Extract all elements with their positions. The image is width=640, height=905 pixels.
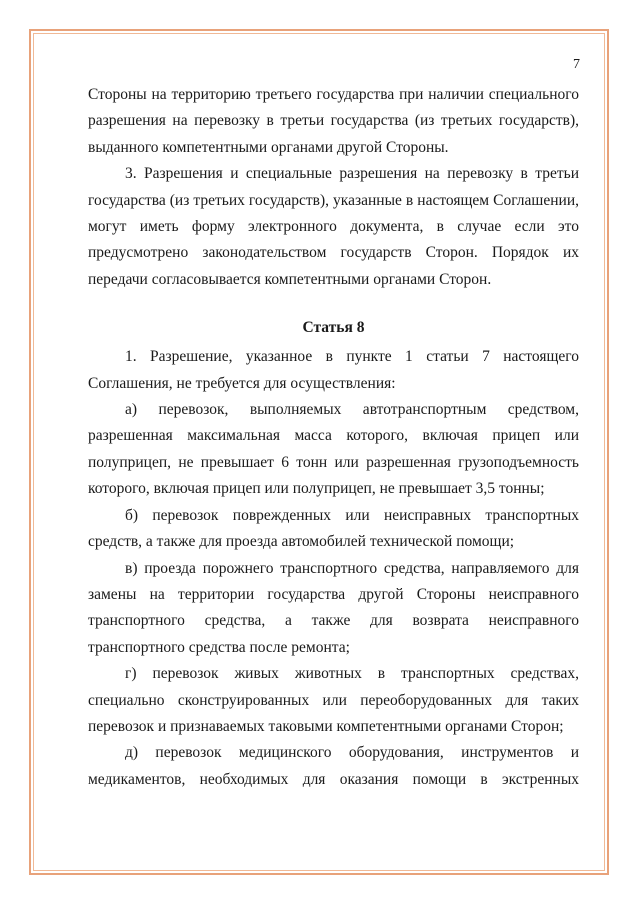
document-body: [88, 82, 579, 793]
paragraph: 3. Разрешения и специальные разрешения на перевозку в третьи государства (из третьих государств), указанные в настоящем Соглашении, могут иметь форму электронного документа, в случае если это предусмотрено законодательством государств Сторон. Порядок их передачи согласовывается компетентными органами Сторон.: [88, 165, 579, 288]
page-number: 7: [573, 57, 580, 72]
article-heading: Статья 8: [302, 319, 365, 337]
paragraph: г) перевозок живых животных в транспортных средствах, специально сконструированных или переоборудованных для таких перевозок и признаваемых таковыми компетентными органами Сторон;: [88, 665, 579, 735]
paragraph: а) перевозок, выполняемых автотранспортным средством, разрешенная максимальная масса которого, включая прицеп или полуприцеп, не превышает 6 тонн или разрешенная грузоподъемность которого, включая прицеп или полуприцеп, не превышает 3,5 тонны;: [88, 401, 579, 498]
paragraph: в) проезда порожнего транспортного средства, направляемого для замены на территории государства другой Стороны неисправного транспортного средства, а также для возврата неисправного транспортного средства после ремонта;: [88, 559, 579, 656]
paragraphs-after-heading: [88, 344, 579, 793]
paragraph: 1. Разрешение, указанное в пункте 1 статьи 7 настоящего Соглашения, не требуется для осуществления:: [88, 348, 579, 392]
paragraphs-before-heading: [88, 82, 579, 293]
paragraph: б) перевозок поврежденных или неисправных транспортных средств, а также для проезда автомобилей технической помощи;: [88, 506, 579, 551]
paragraph: д) перевозок медицинского оборудования, инструментов и медикаментов, необходимых для оказания помощи в экстренных: [88, 744, 579, 788]
paragraph: Стороны на территорию третьего государства при наличии специального разрешения на перевозку в третьи государства (из третьих государств), выданного компетентными органами другой Стороны.: [88, 86, 579, 156]
